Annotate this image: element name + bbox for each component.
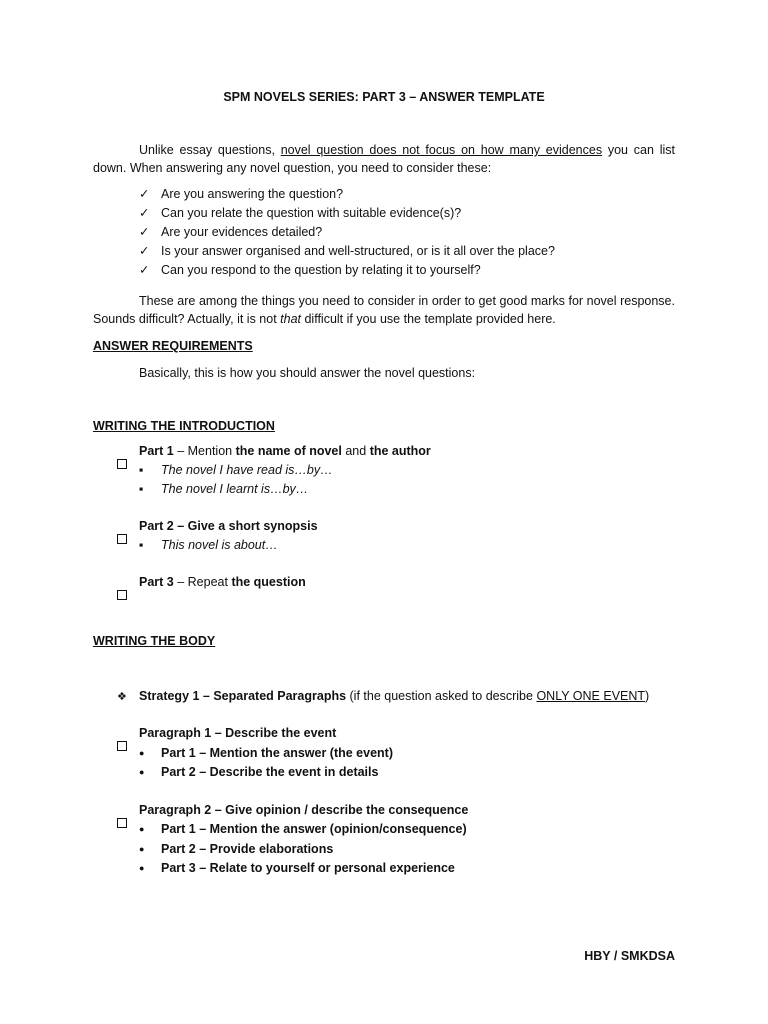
page-title: SPM NOVELS SERIES: PART 3 – ANSWER TEMPLATE <box>223 90 545 104</box>
dot-bullet-icon <box>139 859 161 878</box>
dot-bullet-icon <box>139 744 161 763</box>
checkmark-icon <box>139 185 161 203</box>
checklist-item: ✓Are you answering the question? <box>139 185 343 203</box>
intro-text-end: you can list down. When answering any novel question, you need to consider these: <box>93 143 675 175</box>
paragraph-1-heading: Paragraph 1 – Describe the event <box>139 726 337 740</box>
intro-paragraph-2: These are among the things you need to consider in order to get good marks for novel response. Sounds difficult? Actually, it is not that difficult if you use the template provided here. <box>93 294 675 326</box>
intro-underlined-text: novel question does not focus on how many evidences <box>280 143 603 157</box>
square-bullet-icon <box>139 480 161 498</box>
example-item: ▪The novel I learnt is…by… <box>139 480 308 498</box>
list-item: ●Part 2 – Provide elaborations <box>139 840 333 859</box>
example-item: ▪This novel is about… <box>139 536 278 554</box>
checklist-item: ✓Are your evidences detailed? <box>139 223 322 241</box>
paragraph-2-heading: Paragraph 2 – Give opinion / describe the consequence <box>139 803 469 817</box>
example-item: ▪The novel I have read is…by… <box>139 461 333 479</box>
dot-bullet-icon <box>139 840 161 859</box>
intro-part-2: Part 2 – Give a short synopsis <box>139 519 318 533</box>
intro-part-3: Part 3 – Repeat the question <box>139 575 306 589</box>
italic-emphasis: that <box>280 312 301 326</box>
intro-text-start: Unlike essay questions, <box>139 143 281 157</box>
document-page <box>93 0 675 1024</box>
checkmark-icon <box>139 204 161 222</box>
section-heading-body: WRITING THE BODY <box>93 634 216 648</box>
checkmark-icon <box>139 223 161 241</box>
requirements-text: Basically, this is how you should answer the novel questions: <box>139 366 476 380</box>
list-item: ●Part 1 – Mention the answer (opinion/consequence) <box>139 820 467 839</box>
checklist-item: ✓Can you respond to the question by relating it to yourself? <box>139 261 481 279</box>
checkmark-icon <box>139 261 161 279</box>
list-item: ●Part 2 – Describe the event in details <box>139 763 378 782</box>
list-item: ●Part 3 – Relate to yourself or personal experience <box>139 859 455 878</box>
strategy-line: ❖Strategy 1 – Separated Paragraphs (if the question asked to describe ONLY ONE EVENT) <box>117 687 649 706</box>
checkmark-icon <box>139 242 161 260</box>
section-heading-requirements: ANSWER REQUIREMENTS <box>93 339 253 353</box>
dot-bullet-icon <box>139 820 161 839</box>
dot-bullet-icon <box>139 763 161 782</box>
intro-part-1: Part 1 – Mention the name of novel and the author <box>139 444 431 458</box>
square-bullet-icon <box>139 461 161 479</box>
checklist-item: ✓Can you relate the question with suitable evidence(s)? <box>139 204 461 222</box>
section-heading-introduction: WRITING THE INTRODUCTION <box>93 419 275 433</box>
page-footer: HBY / SMKDSA <box>584 949 675 963</box>
square-bullet-icon <box>139 536 161 554</box>
list-item: ●Part 1 – Mention the answer (the event) <box>139 744 393 763</box>
diamond-bullet-icon <box>117 687 139 706</box>
checklist-item: ✓Is your answer organised and well-structured, or is it all over the place? <box>139 242 555 260</box>
intro-paragraph <box>93 141 675 177</box>
